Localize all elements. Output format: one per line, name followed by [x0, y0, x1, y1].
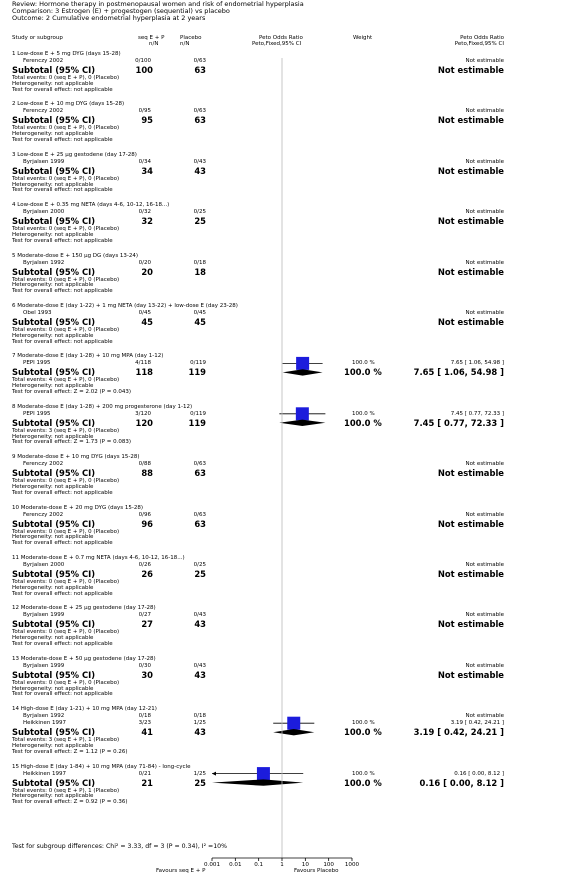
study-name: Obel 1993 — [23, 310, 52, 316]
study-ctrl-events: 0/63 — [193, 108, 206, 115]
study-name: Heikkinen 1997 — [23, 720, 67, 727]
x-tick-label: 0.001 — [203, 862, 221, 868]
subtotal-label: Subtotal (95% CI) — [12, 727, 96, 738]
subtotal-note: Test for overall effect: not applicable — [12, 237, 113, 244]
subtotal-note: Test for overall effect: not applicable — [12, 590, 113, 597]
study-ctrl-events: 0/63 — [193, 461, 206, 468]
x-tick-label: 0.01 — [229, 862, 242, 868]
subtotal-effect: Not estimable — [437, 569, 504, 579]
study-ctrl-events: 0/25 — [193, 209, 206, 216]
subtotal-note: Total events: 0 (seq E + P), 0 (Placebo) — [12, 226, 120, 233]
subtotal-effect: 7.65 [ 1.06, 54.98 ] — [413, 367, 504, 378]
subtotal-ctrl: 63 — [194, 468, 206, 479]
favours-left-label: Favours seq E + P — [156, 868, 206, 874]
subtotal-ctrl: 18 — [194, 266, 206, 277]
study-ctrl-events: 1/25 — [193, 720, 206, 727]
study-effect: 0.16 [ 0.00, 8.12 ] — [454, 770, 504, 777]
subgroup-title: 2 Low-dose E + 10 mg DYG (days 15-28) — [12, 101, 125, 108]
study-weight-box — [257, 767, 270, 780]
subtotal-diamond — [212, 779, 303, 785]
subtotal-effect: Not estimable — [437, 619, 504, 630]
subgroup-title: 14 High-dose E (day 1-21) + 10 mg MPA (day 12-21) — [12, 706, 157, 713]
subtotal-exp: 45 — [141, 317, 153, 327]
study-exp-events: 0/95 — [138, 108, 151, 115]
subtotal-label: Subtotal (95% CI) — [12, 669, 96, 680]
study-name: Ferenczy 2002 — [23, 108, 64, 115]
favours-right-label: Favours Placebo — [294, 868, 339, 874]
subtotal-ctrl: 119 — [188, 367, 206, 378]
study-weight: 100.0 % — [352, 720, 375, 727]
study-exp-events: 4/118 — [135, 360, 151, 367]
study-effect: Not estimable — [465, 209, 504, 216]
study-effect: Not estimable — [465, 713, 504, 720]
subtotal-note: Heterogeneity: not applicable — [12, 232, 94, 238]
subtotal-note: Heterogeneity: not applicable — [12, 181, 94, 188]
subtotal-diamond — [283, 369, 323, 375]
study-exp-events: 0/34 — [138, 158, 151, 165]
study-ctrl-events: 0/43 — [193, 612, 206, 619]
subtotal-effect: Not estimable — [437, 216, 504, 227]
subtotal-exp: 20 — [141, 266, 153, 277]
outcome-title: Outcome: 2 Cumulative endometrial hyperplasia at 2 years — [12, 14, 206, 22]
subgroup-title: 3 Low-dose E + 25 µg gestodene (day 17-28) — [12, 151, 137, 158]
subtotal-note: Test for overall effect: Z = 0.92 (P = 0.36) — [12, 799, 128, 806]
study-exp-events: 0/100 — [135, 58, 151, 64]
subtotal-exp: 21 — [141, 777, 153, 788]
study-ctrl-events: 0/119 — [190, 410, 206, 417]
subgroup-differences: Test for subgroup differences: Chi² = 3.33, df = 3 (P = 0.34), I² =10% — [12, 843, 227, 850]
study-effect: Not estimable — [465, 612, 504, 619]
subgroup-title: 10 Moderate-dose E + 20 mg DYG (days 15-28) — [12, 504, 143, 511]
subtotal-note: Heterogeneity: not applicable — [12, 793, 94, 800]
study-name: PEPI 1995 — [23, 360, 51, 367]
subtotal-note: Test for overall effect: not applicable — [12, 288, 113, 295]
subgroup-title: 5 Moderate-dose E + 150 µg DG (days 13-24) — [12, 252, 139, 259]
subtotal-note: Total events: 3 (seq E + P), 1 (Placebo) — [12, 737, 120, 744]
study-effect: 3.19 [ 0.42, 24.21 ] — [450, 720, 504, 727]
study-effect: Not estimable — [465, 562, 504, 568]
study-ctrl-events: 0/18 — [193, 713, 206, 720]
subtotal-exp: 118 — [135, 367, 153, 378]
subtotal-exp: 26 — [141, 569, 153, 579]
subtotal-note: Total events: 0 (seq E + P), 0 (Placebo) — [12, 579, 120, 585]
subtotal-weight: 100.0 % — [344, 417, 382, 428]
study-exp-events: 0/20 — [138, 259, 151, 266]
subtotal-exp: 27 — [141, 619, 153, 630]
subgroup-title: 15 High-dose E (day 1-84) + 10 mg MPA (day 71-84) - long-cycle — [12, 763, 191, 770]
subtotal-ctrl: 25 — [194, 216, 206, 227]
study-effect: Not estimable — [465, 511, 504, 518]
study-name: Byrjalsen 1999 — [23, 158, 65, 165]
study-name: Byrjalsen 2000 — [23, 209, 65, 216]
study-exp-events: 0/18 — [138, 713, 151, 720]
subtotal-note: Heterogeneity: not applicable — [12, 584, 94, 591]
study-name: Ferenczy 2002 — [23, 58, 64, 64]
study-effect: Not estimable — [465, 259, 504, 266]
subtotal-label: Subtotal (95% CI) — [12, 468, 96, 479]
study-effect: 7.45 [ 0.77, 72.33 ] — [450, 410, 504, 417]
subtotal-note: Heterogeneity: not applicable — [12, 282, 94, 289]
subtotal-label: Subtotal (95% CI) — [12, 777, 96, 788]
study-name: Byrjalsen 2000 — [23, 562, 65, 568]
col-or: Peto Odds Ratio — [259, 35, 303, 41]
subtotal-label: Subtotal (95% CI) — [12, 216, 96, 227]
study-weight-box — [296, 357, 309, 370]
subtotal-label: Subtotal (95% CI) — [12, 518, 96, 529]
subgroup-title: 12 Moderate-dose E + 25 µg gestodene (day 17-28) — [12, 605, 156, 612]
x-tick-label: 10 — [301, 862, 309, 868]
subtotal-ctrl: 63 — [194, 518, 206, 529]
subtotal-effect: 7.45 [ 0.77, 72.33 ] — [413, 417, 504, 428]
subtotal-note: Heterogeneity: not applicable — [12, 80, 94, 87]
comparison-title: Comparison: 3 Estrogen (E) + progestogen (sequential) vs placebo — [12, 7, 230, 15]
subtotal-label: Subtotal (95% CI) — [12, 367, 96, 378]
subtotal-exp: 41 — [141, 727, 153, 738]
subtotal-exp: 88 — [141, 468, 153, 479]
subtotal-weight: 100.0 % — [344, 727, 382, 738]
subtotal-note: Total events: 0 (seq E + P), 0 (Placebo) — [12, 327, 120, 333]
study-effect: Not estimable — [465, 310, 504, 316]
study-name: Heikkinen 1997 — [23, 770, 67, 777]
subtotal-note: Heterogeneity: not applicable — [12, 131, 94, 138]
subtotal-note: Heterogeneity: not applicable — [12, 332, 94, 339]
subtotal-label: Subtotal (95% CI) — [12, 165, 96, 176]
subtotal-exp: 95 — [141, 115, 153, 126]
study-ctrl-events: 1/25 — [193, 770, 206, 777]
subtotal-effect: Not estimable — [437, 669, 504, 680]
subtotal-note: Total events: 0 (seq E + P), 0 (Placebo) — [12, 679, 120, 686]
x-tick-label: 100 — [323, 862, 335, 868]
study-weight-box — [287, 717, 300, 730]
study-exp-events: 0/32 — [138, 209, 151, 216]
subgroup-title: 13 Moderate-dose E + 50 µg gestodene (day 17-28) — [12, 655, 156, 662]
x-tick-label: 1000 — [344, 862, 360, 868]
study-name: Byrjalsen 1992 — [23, 259, 65, 266]
subtotal-ctrl: 63 — [194, 115, 206, 126]
subtotal-exp: 96 — [141, 518, 153, 529]
ci-arrow-marker — [212, 772, 216, 776]
subtotal-note: Heterogeneity: not applicable — [12, 635, 94, 642]
subtotal-note: Total events: 0 (seq E + P), 1 (Placebo) — [12, 787, 120, 794]
subtotal-ctrl: 43 — [194, 727, 206, 738]
study-weight-box — [296, 407, 309, 420]
subtotal-label: Subtotal (95% CI) — [12, 569, 96, 579]
subtotal-note: Test for overall effect: Z = 1.73 (P = 0.083) — [12, 439, 131, 446]
subtotal-note: Total events: 0 (seq E + P), 0 (Placebo) — [12, 175, 120, 182]
study-exp-events: 0/30 — [138, 662, 151, 669]
subtotal-exp: 30 — [141, 669, 153, 680]
subtotal-ctrl: 63 — [194, 65, 206, 75]
study-name: Byrjalsen 1999 — [23, 612, 65, 619]
study-ctrl-events: 0/63 — [193, 511, 206, 518]
study-ctrl-events: 0/45 — [193, 310, 206, 316]
subtotal-label: Subtotal (95% CI) — [12, 115, 96, 126]
study-exp-events: 3/23 — [138, 720, 151, 727]
subtotal-note: Test for overall effect: not applicable — [12, 187, 113, 194]
subtotal-note: Total events: 0 (seq E + P), 0 (Placebo) — [12, 629, 120, 636]
x-tick-label: 0.1 — [254, 862, 264, 868]
subtotal-effect: Not estimable — [437, 65, 504, 75]
subtotal-ctrl: 25 — [194, 569, 206, 579]
study-exp-events: 0/27 — [138, 612, 151, 619]
subtotal-note: Heterogeneity: not applicable — [12, 743, 94, 749]
study-ctrl-events: 0/43 — [193, 158, 206, 165]
subgroup-title: 11 Moderate-dose E + 0.7 mg NETA (days 4-6, 10-12, 16-18...) — [12, 555, 185, 561]
subtotal-note: Test for overall effect: not applicable — [12, 137, 113, 143]
subgroup-title: 1 Low-dose E + 5 mg DYG (days 15-28) — [12, 51, 121, 57]
study-exp-events: 0/45 — [138, 310, 151, 316]
col-study: Study or subgroup — [12, 35, 63, 41]
subtotal-exp: 32 — [141, 216, 153, 227]
study-ctrl-events: 0/43 — [193, 662, 206, 669]
subtotal-diamond — [273, 729, 314, 735]
review-title: Review: Hormone therapy in postmenopausal women and risk of endometrial hyperplasia — [12, 0, 304, 8]
subtotal-label: Subtotal (95% CI) — [12, 317, 96, 327]
subtotal-effect: Not estimable — [437, 115, 504, 126]
subgroup-title: 7 Moderate-dose E (day 1-28) + 10 mg MPA (day 1-12) — [12, 353, 164, 360]
col-exp: seq E + P — [138, 35, 165, 41]
subtotal-label: Subtotal (95% CI) — [12, 417, 96, 428]
subtotal-note: Total events: 0 (seq E + P), 0 (Placebo) — [12, 75, 120, 81]
study-name: Ferenczy 2002 — [23, 511, 64, 518]
study-ctrl-events: 0/63 — [193, 58, 206, 64]
subtotal-weight: 100.0 % — [344, 367, 382, 378]
subtotal-note: Test for overall effect: Z = 2.02 (P = 0.043) — [12, 389, 131, 395]
subtotal-effect: 0.16 [ 0.00, 8.12 ] — [419, 777, 504, 788]
subgroup-title: 6 Moderate-dose E (day 1-22) + 1 mg NETA (day 13-22) + low-dose E (day 23-28) — [12, 303, 238, 309]
study-effect: Not estimable — [465, 58, 504, 64]
subtotal-exp: 100 — [135, 65, 153, 75]
study-exp-events: 3/120 — [135, 410, 151, 417]
subtotal-exp: 34 — [141, 165, 153, 176]
subtotal-note: Test for overall effect: not applicable — [12, 691, 113, 698]
subtotal-ctrl: 43 — [194, 669, 206, 680]
subtotal-note: Heterogeneity: not applicable — [12, 685, 94, 692]
subtotal-note: Test for overall effect: not applicable — [12, 86, 113, 93]
subtotal-label: Subtotal (95% CI) — [12, 266, 96, 277]
subtotal-label: Subtotal (95% CI) — [12, 65, 96, 75]
subtotal-note: Total events: 3 (seq E + P), 0 (Placebo) — [12, 427, 120, 434]
subtotal-effect: Not estimable — [437, 165, 504, 176]
subtotal-ctrl: 43 — [194, 619, 206, 630]
subtotal-ctrl: 43 — [194, 165, 206, 176]
subtotal-effect: Not estimable — [437, 468, 504, 479]
subtotal-label: Subtotal (95% CI) — [12, 619, 96, 630]
subtotal-note: Total events: 0 (seq E + P), 0 (Placebo) — [12, 528, 120, 535]
study-exp-events: 0/88 — [138, 461, 151, 468]
study-exp-events: 0/26 — [138, 562, 151, 568]
study-name: Byrjalsen 1999 — [23, 662, 65, 669]
subtotal-note: Test for overall effect: Z = 1.12 (P = 0.26) — [12, 748, 128, 755]
study-weight: 100.0 % — [352, 410, 375, 417]
subtotal-note: Heterogeneity: not applicable — [12, 484, 94, 490]
study-effect: Not estimable — [465, 108, 504, 115]
subtotal-ctrl: 119 — [188, 417, 206, 428]
study-effect: Not estimable — [465, 662, 504, 669]
subtotal-note: Test for overall effect: not applicable — [12, 540, 113, 547]
subtotal-effect: Not estimable — [437, 518, 504, 529]
subtotal-note: Total events: 0 (seq E + P), 0 (Placebo) — [12, 125, 120, 132]
subtotal-note: Heterogeneity: not applicable — [12, 383, 94, 390]
study-name: Ferenczy 2002 — [23, 461, 64, 468]
subgroup-title: 4 Low-dose E + 0.35 mg NETA (days 4-6, 10-12, 16-18...) — [12, 202, 170, 209]
col-or2-method: Peto,Fixed,95% CI — [454, 41, 504, 47]
col-exp-n: n/N — [149, 41, 159, 47]
col-ctrl-n: n/N — [180, 41, 190, 47]
col-ctrl: Placebo — [180, 35, 202, 41]
study-ctrl-events: 0/119 — [190, 360, 206, 367]
subtotal-note: Test for overall effect: not applicable — [12, 338, 113, 345]
subtotal-effect: Not estimable — [437, 317, 504, 327]
study-effect: Not estimable — [465, 461, 504, 468]
col-or2: Peto Odds Ratio — [460, 35, 504, 41]
subgroup-title: 8 Moderate-dose E (day 1-28) + 200 mg progesterone (day 1-12) — [12, 403, 193, 410]
study-weight: 100.0 % — [352, 360, 375, 367]
subtotal-exp: 120 — [135, 417, 153, 428]
study-effect: Not estimable — [465, 158, 504, 165]
col-or-method: Peto,Fixed,95% CI — [252, 41, 302, 47]
subtotal-note: Total events: 0 (seq E + P), 0 (Placebo) — [12, 478, 120, 485]
study-ctrl-events: 0/25 — [193, 562, 206, 568]
subtotal-ctrl: 25 — [194, 777, 206, 788]
subtotal-diamond — [279, 420, 325, 426]
study-ctrl-events: 0/18 — [193, 259, 206, 266]
subtotal-note: Total events: 4 (seq E + P), 0 (Placebo) — [12, 377, 120, 384]
study-weight: 100.0 % — [352, 770, 375, 777]
subtotal-ctrl: 45 — [194, 317, 206, 327]
subtotal-note: Test for overall effect: not applicable — [12, 489, 113, 496]
subtotal-note: Heterogeneity: not applicable — [12, 433, 94, 440]
study-exp-events: 0/96 — [138, 511, 151, 518]
subtotal-weight: 100.0 % — [344, 777, 382, 788]
study-exp-events: 0/21 — [138, 770, 151, 777]
subtotal-effect: 3.19 [ 0.42, 24.21 ] — [413, 727, 504, 738]
study-effect: 7.65 [ 1.06, 54.98 ] — [450, 360, 504, 367]
x-tick-label: 1 — [280, 862, 284, 868]
subtotal-note: Test for overall effect: not applicable — [12, 641, 113, 647]
col-weight: Weight — [353, 35, 373, 41]
subtotal-effect: Not estimable — [437, 266, 504, 277]
subtotal-note: Heterogeneity: not applicable — [12, 534, 94, 541]
subgroup-title: 9 Moderate-dose E + 10 mg DYG (days 15-28) — [12, 454, 140, 461]
study-name: Byrjalsen 1992 — [23, 713, 65, 720]
study-name: PEPI 1995 — [23, 410, 51, 417]
subtotal-note: Total events: 0 (seq E + P), 0 (Placebo) — [12, 276, 120, 283]
